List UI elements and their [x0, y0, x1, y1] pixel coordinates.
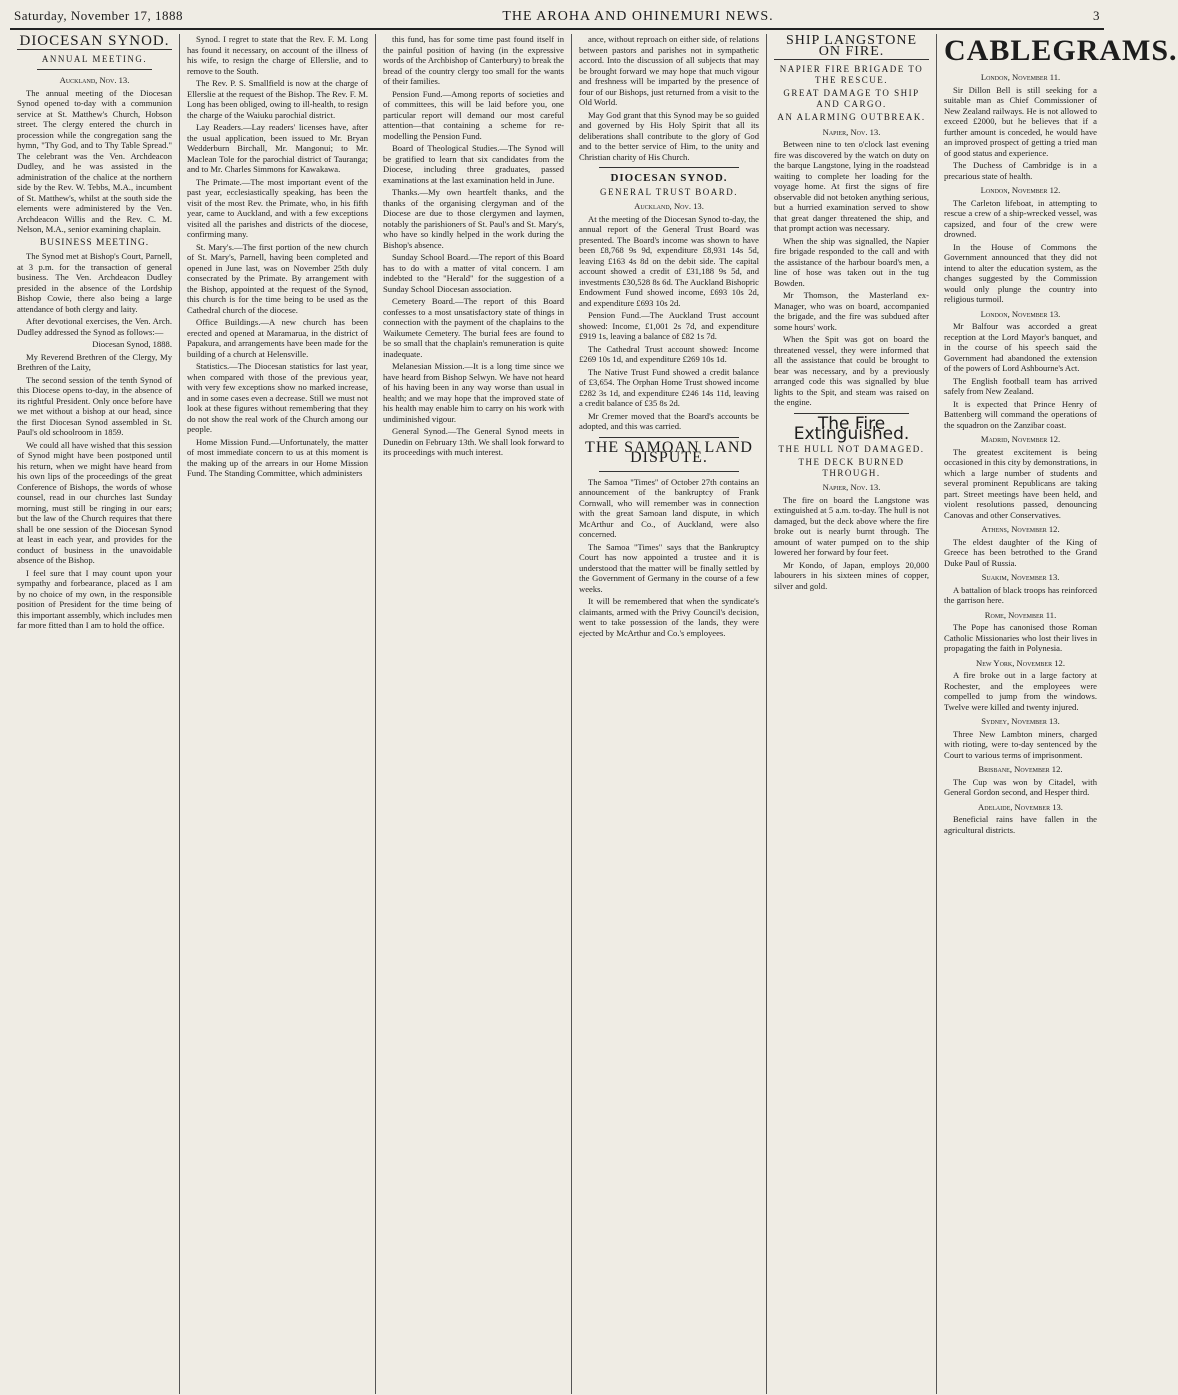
paragraph: The Duchess of Cambridge is in a precarious state of health.: [944, 160, 1097, 181]
paragraph: We could all have wished that this session of Synod might have been postponed until his return, when we might have heard from his own lips of the proceedings of the great Conference of Bishops, the words of whose counsel, read in our churches last Sunday morning, must still be ringing in our ears; but the law of the Church requires that there shall be one session of the Diocesan Synod at least in each year, and provides for the conduct of business in the unavoidable absence of the Bishop.: [17, 439, 172, 565]
paragraph: Sunday School Board.—The report of this Board has to do with a matter of vital concern. I am indebted to the "Herald" for the suggestion of a Sunday School Diocesan association.: [383, 252, 564, 294]
paragraph: The second session of the tenth Synod of this Diocese opens to-day, in the absence of its rightful President. Only once before have we met without a bishop at our head, since the first Diocesan Synod assembled in St. Paul's old schoolroom in 1859.: [17, 374, 172, 437]
paragraph: In the House of Commons the Government announced that they did not intend to alter the education system, as the changes suggested by the Commission would only plunge the country into religious turmoil.: [944, 241, 1097, 304]
paragraph: Three New Lambton miners, charged with rioting, were to-day sentenced by the Court to various terms of imprisonment.: [944, 728, 1097, 760]
paragraph: The Cathedral Trust account showed: Income £269 10s 1d, and expenditure £269 10s 1d.: [579, 343, 759, 364]
paragraph: I feel sure that I may count upon your sympathy and forbearance, placed as I am by no choice of my own, in the responsible position of President for the time being of this important assembly, which includes men far more fitted than I am to hold the office.: [17, 567, 172, 630]
paragraph: ance, without reproach on either side, of relations between pastors and parishes not in sympathetic accord. Into the discussion of all subjects that may be brought forward we may hope that much vigour and freshness will be imparted by the presence of four of our Bishops, just returned from a visit to the Old World.: [579, 34, 759, 107]
paragraph: Mr Thomson, the Masterland ex-Manager, who was on board, accompanied the brigade, and the fire was subdued after some hours' work.: [774, 290, 929, 332]
paragraph: Mr Cremer moved that the Board's accounts be adopted, and this was carried.: [579, 410, 759, 431]
paragraph: May God grant that this Synod may be so guided and governed by His Holy Spirit that all its deliberations shall contribute to the glory of God and to the better service of Him, to the unity and Christian charity of His Church.: [579, 109, 759, 162]
paragraph: Office Buildings.—A new church has been erected and opened at Maramarua, in the district of Papakura, and arrangements have been made for the building of a church at Helensville.: [187, 317, 368, 359]
paragraph: The Rev. P. S. Smallfield is now at the charge of Ellerslie at the request of the Bishop. The Rev. F. M. Long has been obliged, owing to ill-health, to resign the charge of the Waiuku parochial district.: [187, 78, 368, 120]
subheading: THE HULL NOT DAMAGED.: [778, 443, 925, 454]
dateline: London, November 13.: [980, 308, 1061, 319]
paragraph: The Samoa "Times" of October 27th contains an announcement of the bankruptcy of Frank Cornwall, who will remember was in connection with the great Samoan land dispute, in which McArthur and Co., of Auckland, were also concerned.: [579, 476, 759, 539]
paragraph: The English football team has arrived safely from New Zealand.: [944, 375, 1097, 396]
dateline: Auckland, Nov. 13.: [59, 75, 130, 85]
paragraph: Between nine to ten o'clock last evening fire was discovered by the watch on duty on the barque Langstone, lying in the roadstead waiting to complete her loading for the voyage home. At first the signs of fire observable did not betoken anything serious, but a hurried examination served to show that great danger threatened the ship, and that prompt action was necessary.: [774, 139, 929, 233]
paragraph: General Synod.—The General Synod meets in Dunedin on February 13th. We shall look forward to its proceedings with much interest.: [383, 426, 564, 457]
divider: [599, 167, 739, 168]
paragraph: St. Mary's.—The first portion of the new church of St. Mary's, Parnell, having been completed and opened in June last, was on November 25th duly consecrated by the Primate. By arrangement with the Bishop, appointed at the request of the Synod, this church is for the time being to be used as the Cathedral church of the diocese.: [187, 241, 368, 315]
dateline: Sydney, November 13.: [981, 716, 1060, 726]
article-heading-cablegrams: CABLEGRAMS.: [944, 34, 1178, 67]
paragraph: Beneficial rains have fallen in the agricultural districts.: [944, 814, 1097, 835]
column-3: [376, 34, 572, 1394]
paragraph: After devotional exercises, the Ven. Arch. Dudley addressed the Synod as follows:—: [17, 316, 172, 337]
article-heading-samoan-land: THE SAMOAN LAND DISPUTE.: [585, 438, 753, 466]
dateline: London, November 11.: [980, 72, 1061, 82]
paragraph: My Reverend Brethren of the Clergy, My Brethren of the Laity,: [17, 351, 172, 372]
paragraph: The Cup was won by Citadel, with General Gordon second, and Hesper third.: [944, 776, 1097, 797]
page-number: 3: [1093, 8, 1100, 23]
divider: [599, 437, 739, 438]
divider: [599, 471, 739, 472]
divider: [37, 69, 152, 70]
article-heading-ship-fire: SHIP LANGSTONE ON FIRE.: [774, 36, 929, 60]
subheading: NAPIER FIRE BRIGADE TO THE RESCUE.: [779, 64, 924, 85]
subheading: GREAT DAMAGE TO SHIP AND CARGO.: [783, 88, 920, 109]
column-2: [180, 34, 376, 1394]
article-heading-diocesan-synod-2: DIOCESAN SYNOD.: [610, 172, 728, 184]
paragraph: The Synod met at Bishop's Court, Parnell, at 3 p.m. for the transaction of general business. The Ven. Archdeacon Dudley presided in the absence of the Lordship Bishop Cowie, there also being a large attendance of both clergy and laity.: [17, 251, 172, 314]
paragraph: The Carleton lifeboat, in attempting to rescue a crew of a ship-wrecked vessel, was capsized, and four of the crew were drowned.: [944, 197, 1097, 239]
paragraph: The Samoa "Times" says that the Bankruptcy Court has now appointed a trustee and it is understood that the matter will be finally settled by the Government of Germany in the course of a few weeks.: [579, 541, 759, 594]
paragraph: Cemetery Board.—The report of this Board confesses to a most unsatisfactory state of things in connection with the payment of the chaplains to the Waikumete Cemetery. The burial fees are found to be so small that the chaplain's remuneration is quite inadequate.: [383, 296, 564, 359]
issue-date: Saturday, November 17, 1888: [14, 8, 183, 23]
paragraph: The Primate.—The most important event of the past year, ecclesiastically speaking, has been the visit of the most Rev. the Primate, who, in his fifth year, came to Auckland, and with a few exceptions visited all the parishes and districts of the diocese, confirming many.: [187, 176, 368, 239]
paragraph: When the ship was signalled, the Napier fire brigade responded to the call and with the assistance of the harbour board's men, a line of hose was taken out in the tug Bowden.: [774, 235, 929, 288]
paragraph: The Pope has canonised those Roman Catholic Missionaries who lost their lives in propagating the faith in Polynesia.: [944, 622, 1097, 653]
dateline: Napier, Nov. 13.: [822, 482, 881, 492]
paragraph: Pension Fund.—The Auckland Trust account showed: Income, £1,001 2s 7d, and expenditure £919 1s, leaving a balance of £82 1s 7d.: [579, 310, 759, 341]
paragraph: Board of Theological Studies.—The Synod will be gratified to learn that six candidates from the Diocese, including three graduates, passed examinations at the last examination held in June.: [383, 143, 564, 185]
dateline: London, November 12.: [980, 185, 1061, 195]
paragraph: When the Spit was got on board the threatened vessel, they were informed that all the assistance that could be brought to bear was necessary, and by a previously arranged code this was signalled by blue lights to the Spit, and steam was raised on the engine.: [774, 334, 929, 407]
column-1: [10, 34, 180, 1394]
subheading: THE DECK BURNED THROUGH.: [798, 457, 905, 478]
paragraph: Pension Fund.—Among reports of societies and of committees, this will be laid before you, one particular report will demand our most careful attention—that containing a scheme for re-modelling the Pension Fund.: [383, 88, 564, 141]
paragraph: The greatest excitement is being occasioned in this city by demonstrations, in which a large number of students and several prominent Republicans are taking part. Street meetings have been held, and violent resolutions passed, denouncing Canovas and other Conservatives.: [944, 446, 1097, 520]
paragraph: Mr Kondo, of Japan, employs 20,000 labourers in his sixteen mines of copper, silver and gold.: [774, 559, 929, 591]
paragraph: Mr Balfour was accorded a great reception at the Lord Mayor's banquet, and in the course of his speech said the Government had abandoned the extension of the powers of Lord Ashbourne's Act.: [944, 321, 1097, 373]
column-6: [937, 34, 1178, 1394]
paragraph: Melanesian Mission.—It is a long time since we have heard from Bishop Selwyn. We have not heard of his having been in any way worse than usual in health; and we may hope that the improved state of his health may enable him to carry on his work with undiminished vigour.: [383, 361, 564, 424]
paragraph: Home Mission Fund.—Unfortunately, the matter of most immediate concern to us at this moment is the making up of the arrears in our Home Mission Fund. The Standing Committee, which administers: [187, 436, 368, 478]
dateline: Madrid, November 12.: [980, 434, 1061, 444]
paragraph: Statistics.—The Diocesan statistics for last year, when compared with those of the previous year, with very few exceptions show no marked increase, and in some cases even a decrease. Still we must not look at these figures without remembering that they do not show the real work of the Church among our people.: [187, 361, 368, 434]
column-5: [767, 34, 937, 1394]
paragraph: Lay Readers.—Lay readers' licenses have, after the usual application, been issued to Mr. Bryan Wedderburn Birchall, Mr. Mangonui; to Mr. Maclean Tole for the parochial district of Tauranga; and to Mr. Charles Simmons for Kawakawa.: [187, 122, 368, 174]
paragraph: At the meeting of the Diocesan Synod to-day, the annual report of the General Trust Board was presented. The Board's income was shown to have been £8,768 9s 9d, expenditure £8,931 14s 5d, leaving £163 4s 8d on the debit side. The capital account showed a credit of £31,188 9s 5d, and investments £30,528 8s 6d. The Auckland Bishopric Endowment Fund showed income, £693 10s 2d, and expenditure £693 10s 2d.: [579, 213, 759, 308]
paragraph: this fund, has for some time past found itself in the painful position of having (in the expressive words of the Archbishop of Canterbury) to break the bread of the country clergy too small for the wants of their families.: [383, 34, 564, 86]
paragraph: Synod. I regret to state that the Rev. F. M. Long has found it necessary, on account of the illness of his wife, to resign the charge of Ellerslie, and to remove to the South.: [187, 34, 368, 76]
paragraph: A fire broke out in a large factory at Rochester, and the employees were compelled to jump from the windows. Twelve were killed and twenty injured.: [944, 670, 1097, 712]
paragraph: The eldest daughter of the King of Greece has been betrothed to the Grand Duke Paul of Russia.: [944, 536, 1097, 568]
dateline: Suakim, November 13.: [981, 572, 1060, 582]
paragraph: It is expected that Prince Henry of Battenberg will command the operations of the squadron on the Zanzibar coast.: [944, 398, 1097, 430]
subheading: AN ALARMING OUTBREAK.: [777, 112, 926, 122]
article-heading-diocesan-synod: DIOCESAN SYNOD.: [17, 36, 172, 50]
dateline: Auckland, Nov. 13.: [634, 201, 704, 211]
paragraph: Thanks.—My own heartfelt thanks, and the thanks of the organising clergyman and of the Diocese are due to those clergymen and laymen, notably the parishioners of St. Paul's and St. Mary's, who have so kindly helped in the work during the Bishop's absence.: [383, 187, 564, 250]
dateline: Athens, November 12.: [981, 524, 1060, 534]
paragraph: Sir Dillon Bell is still seeking for a suitable man as Chief Commissioner of New Zealand railways. He is not allowed to exceed £2000, but he believes that if a further amount is conceded, he would have an improved prospect of getting a tried man of good status and experience.: [944, 84, 1097, 158]
paragraph: The fire on board the Langstone was extinguished at 5 a.m. to-day. The hull is not damaged, but the deck above where the fire broke out is nearly burnt through. The amount of water pumped on to the ship lowered her forward by four feet.: [774, 494, 929, 557]
subheading-business-meeting: BUSINESS MEETING.: [39, 237, 150, 248]
paragraph: A battalion of black troops has reinforced the garrison here.: [944, 584, 1097, 605]
dateline: Adelaide, November 13.: [978, 801, 1063, 812]
subheading-general-trust-board: GENERAL TRUST BOARD.: [599, 186, 739, 197]
paragraph: The annual meeting of the Diocesan Synod opened to-day with a communion service at St. Matthew's Church, Hobson street. The clergy entered the church in procession while the congregation sang the hymn, "Thy God, and to Thy Table Spread." The celebrant was the Ven. Archdeacon Dudley, and he was assisted in the administration of the chalice at the northern side by the Rev. W. Tebbs, M.A., incumbent of St. Matthew's, whilst at the south side the elements were administered by the Ven. Archdeacon Willis and the Rev. C. M. Nelson, M.A., senior examining chaplain.: [17, 87, 172, 234]
paragraph: The Native Trust Fund showed a credit balance of £3,654. The Orphan Home Trust showed income £282 3s 1d, and expenditure £246 14s 11d, leaving a credit balance of £35 8s 2d.: [579, 366, 759, 408]
dateline: Rome, November 11.: [984, 609, 1057, 620]
paragraph: Diocesan Synod, 1888.: [92, 339, 172, 349]
dateline: Napier, Nov. 13.: [822, 126, 881, 137]
columns: [10, 33, 1178, 1394]
column-4: [572, 34, 767, 1394]
masthead: [10, 8, 1104, 30]
newspaper-title: THE AROHA AND OHINEMURI NEWS.: [502, 9, 774, 24]
dateline: New York, November 12.: [976, 657, 1065, 668]
dateline: Brisbane, November 12.: [978, 764, 1063, 774]
paragraph: It will be remembered that when the syndicate's claimants, armed with the Privy Council's decision, went to take possession of the lands, they were ejected by McArthur and Co.'s employees.: [579, 596, 759, 638]
heading-fire-extinguished: The Fire Extinguished.: [793, 413, 910, 444]
subheading-annual-meeting: ANNUAL MEETING.: [41, 53, 148, 64]
